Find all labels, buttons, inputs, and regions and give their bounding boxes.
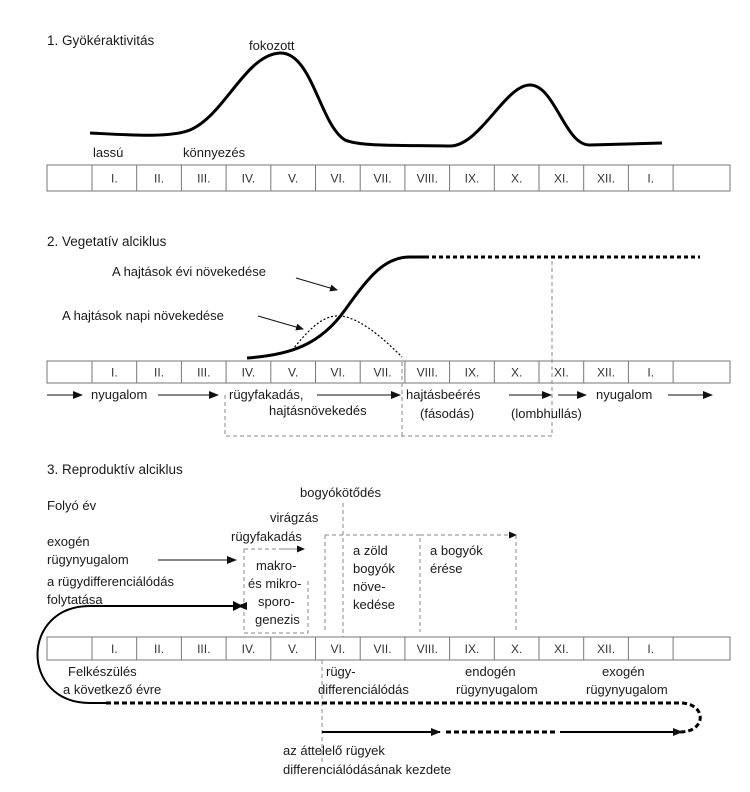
month-label: XI.	[554, 642, 569, 656]
label-sporo-4: genezis	[255, 612, 300, 627]
month-label: VII.	[373, 171, 392, 186]
month-label: XII.	[597, 171, 616, 186]
month-label: X.	[510, 365, 523, 380]
label-green-4: kedése	[353, 597, 395, 612]
month-label: IX.	[464, 171, 480, 186]
month-label: VII.	[373, 365, 392, 380]
month-label: II.	[154, 642, 165, 656]
label-sporo-3: sporo-	[258, 594, 295, 609]
month-label: V.	[288, 642, 299, 656]
month-label: V.	[288, 171, 299, 186]
label-endogen-2: rügynyugalom	[456, 682, 538, 697]
month-bar-1	[47, 165, 730, 191]
label-green-3: növe-	[353, 579, 386, 594]
label-rugy: rügy-	[326, 664, 356, 679]
label-exogen-2: rügynyugalom	[47, 552, 129, 567]
label-hajtasnovekedes: hajtásnövekedés	[269, 403, 367, 418]
month-label: X.	[510, 642, 523, 656]
month-label: VIII.	[416, 365, 438, 380]
month-label: I.	[111, 642, 118, 656]
month-label: XII.	[597, 642, 616, 656]
month-label: I.	[111, 365, 118, 380]
section3-title: 3. Reproduktív alciklus	[47, 462, 183, 477]
label-nyugalom-left: nyugalom	[91, 387, 148, 402]
label-ripening-1: a bogyók	[430, 543, 483, 558]
month-label: IV.	[241, 365, 256, 380]
label-daily-growth: A hajtások napi növekedése	[62, 308, 224, 323]
month-label: VII.	[373, 642, 392, 656]
month-label: XI.	[554, 171, 569, 186]
label-lassu: lassú	[93, 145, 124, 160]
label-ripening-2: érése	[430, 561, 463, 576]
month-label: VI.	[330, 642, 346, 656]
label-differencialodas: differenciálódás	[318, 682, 409, 697]
month-label: IV.	[241, 171, 256, 186]
bottom-dotted-loop	[106, 703, 700, 732]
label-annual-growth: A hajtások évi növekedése	[112, 264, 266, 279]
label-rugyfakadas: rügyfakadás,	[229, 387, 304, 402]
loop-arrowhead	[233, 601, 243, 611]
month-label: IX.	[464, 642, 480, 656]
month-label: IV.	[241, 642, 256, 656]
label-rugydiff-2: folytatása	[47, 592, 103, 607]
label-exogen-b2: rügynyugalom	[586, 682, 668, 697]
label-folyo-ev: Folyó év	[47, 498, 97, 513]
label-attelelo-2: differenciálódásának kezdete	[283, 762, 452, 777]
month-label: VI.	[330, 365, 346, 380]
month-label: V.	[288, 365, 299, 380]
month-label: VIII.	[416, 642, 438, 656]
month-label: X.	[510, 171, 523, 186]
month-label: XI.	[554, 365, 569, 380]
section2-title: 2. Vegetatív alciklus	[47, 234, 167, 249]
label-bogyokotodes: bogyókötődés	[300, 485, 381, 500]
month-label: I.	[111, 171, 118, 186]
month-label: III.	[197, 365, 211, 380]
daily-growth-pointer	[258, 316, 303, 329]
label-endogen-1: endogén	[465, 664, 516, 679]
month-label: II.	[154, 171, 165, 186]
label-green-2: bogyók	[353, 561, 395, 576]
month-label: VIII.	[416, 171, 438, 186]
month-label: IX.	[464, 365, 480, 380]
root-activity-curve	[90, 53, 662, 146]
label-fasodas: (fásodás)	[420, 406, 475, 421]
label-fokozott: fokozott	[249, 38, 295, 53]
month-label: I.	[647, 642, 655, 656]
month-label: VI.	[330, 171, 346, 186]
label-attelelo-1: az áttelelő rügyek	[283, 743, 385, 758]
label-lombhullas: (lombhullás)	[511, 406, 582, 421]
label-exogen-b1: exogén	[602, 664, 645, 679]
label-felkeszules-1: Felkészülés	[68, 664, 137, 679]
label-green-1: a zöld	[353, 543, 388, 558]
label-konnyezes: könnyezés	[183, 145, 246, 160]
month-label: I.	[647, 365, 655, 380]
month-bar-3	[47, 637, 730, 660]
label-exogen-1: exogén	[47, 534, 90, 549]
month-label: I.	[647, 171, 655, 186]
annual-growth-curve	[247, 257, 425, 358]
month-label: II.	[154, 365, 165, 380]
label-rugyfakadas-3: rügyfakadás	[231, 529, 302, 544]
month-bar-2	[47, 361, 730, 383]
label-nyugalom-right: nyugalom	[596, 387, 653, 402]
label-hajtasbeeres: hajtásbeérés	[406, 387, 481, 402]
label-sporo-1: makro-	[256, 558, 297, 573]
month-label: XII.	[597, 365, 616, 380]
annual-growth-pointer	[296, 278, 337, 290]
section1-title: 1. Gyökéraktivitás	[47, 33, 155, 48]
label-rugydiff-1: a rügydifferenciálódás	[47, 574, 174, 589]
label-sporo-2: és mikro-	[248, 576, 302, 591]
label-felkeszules-2: a következő évre	[63, 682, 162, 697]
label-viragzas: virágzás	[270, 510, 319, 525]
month-label: III.	[197, 171, 211, 186]
daily-growth-curve	[292, 316, 402, 357]
month-label: III.	[197, 642, 211, 656]
